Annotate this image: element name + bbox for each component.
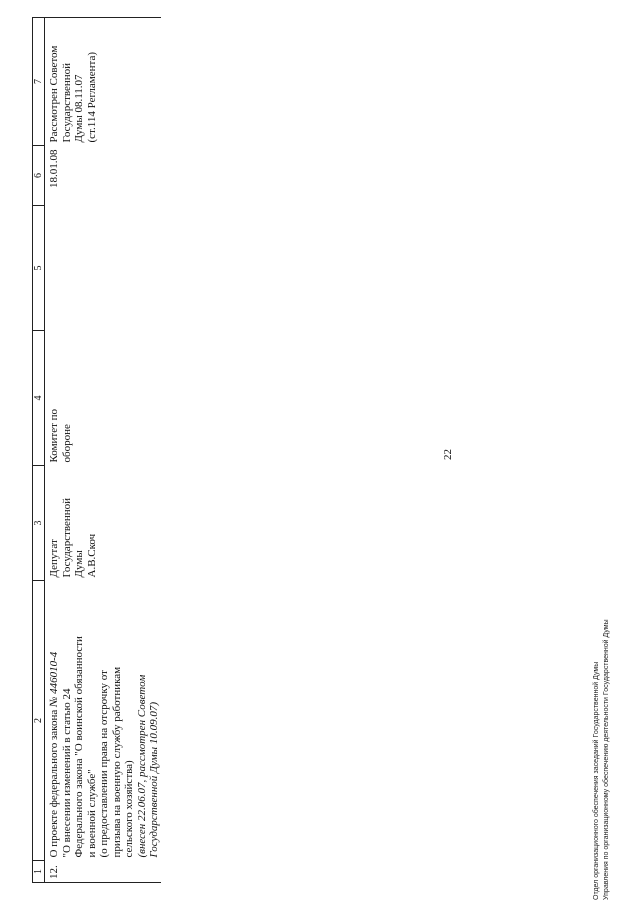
status-line: Думы 08.11.07 (73, 74, 85, 143)
committee-cell (45, 331, 161, 466)
header-col-3: 3 (33, 466, 45, 581)
status-line: Государственной (60, 62, 73, 143)
header-col-4: 4 (33, 331, 45, 466)
footer (592, 619, 612, 900)
header-row (33, 18, 45, 883)
initiator-line: Депутат (48, 539, 60, 578)
header-col-5: 5 (33, 206, 45, 331)
initiator-line: Государственной (60, 497, 73, 578)
status-line: Рассмотрен Советом (48, 45, 60, 143)
footer-line-1: Отдел организационного обеспечения заседаний Государственной Думы (593, 661, 600, 900)
agenda-table (32, 17, 161, 883)
committee-line: Комитет по (48, 408, 60, 463)
bill-number: № 446010-4 (48, 651, 60, 708)
bill-title-line: "О внесении изменений в статью 24 (60, 688, 73, 858)
footer-line-2: Управления по организационному обеспечению деятельности Государственной Думы (603, 619, 610, 900)
bill-title-cell (45, 581, 161, 861)
bill-title-line: Федерального закона "О воинской обязанности (73, 636, 85, 858)
header-col-1: 1 (33, 861, 45, 883)
column-5-cell (45, 206, 161, 331)
committee-line: обороне (60, 424, 73, 463)
header-col-6: 6 (33, 146, 45, 206)
bill-title-line: призыва на военную службу работникам (110, 666, 123, 858)
initiator-cell (45, 466, 161, 581)
row-number: 12. (45, 861, 161, 883)
bill-title-line-1: О проекте федерального закона № 446010-4 (48, 651, 60, 858)
table-row (45, 18, 161, 883)
initiator-line: А.В.Скоч (85, 533, 98, 578)
bill-title-line: (о предоставлении права на отсрочку от (98, 670, 110, 858)
bill-title-line: сельского хозяйства) (123, 760, 135, 858)
bill-title-line: и военной службе" (85, 769, 98, 858)
bill-note-line: (внесен 22.06.07, рассмотрен Советом (135, 674, 148, 858)
status-cell (45, 18, 161, 146)
header-col-7: 7 (33, 18, 45, 146)
status-line: (ст.114 Регламента) (85, 51, 98, 143)
bill-note-line: Государственной Думы 10.09.07) (148, 701, 160, 858)
header-col-2: 2 (33, 581, 45, 861)
page-number: 22 (442, 449, 454, 460)
initiator-line: Думы (73, 550, 85, 578)
date-cell: 18.01.08 (48, 149, 60, 188)
